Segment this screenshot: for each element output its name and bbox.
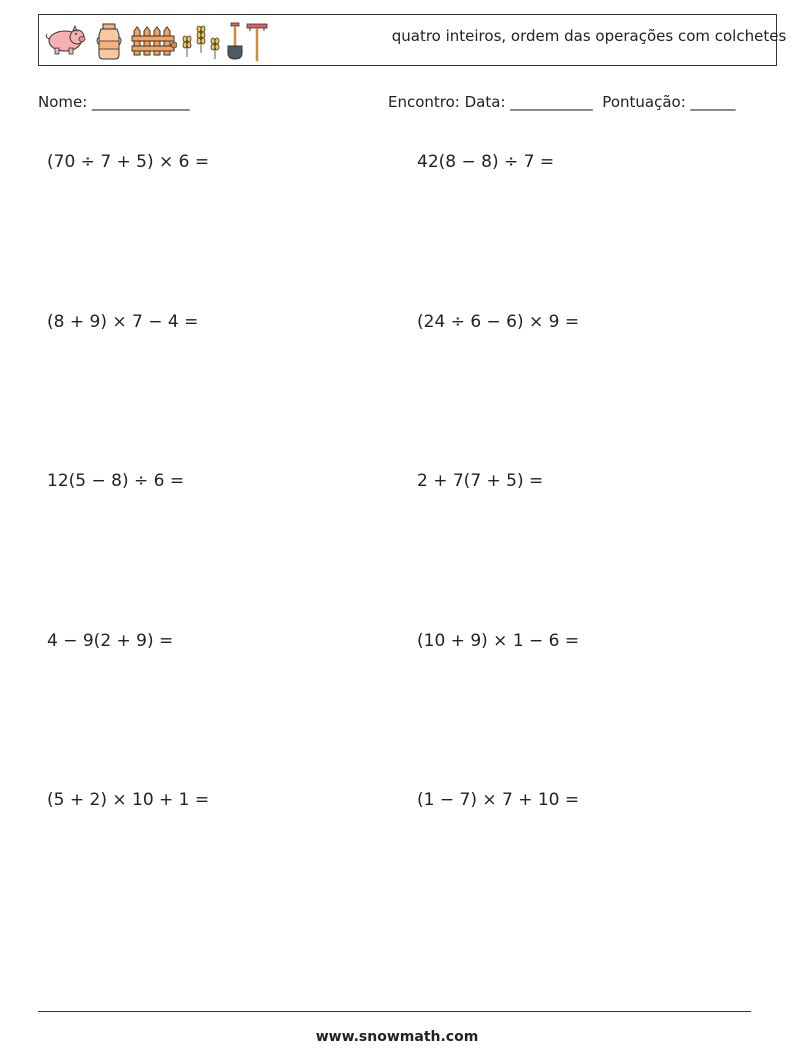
problem-7: 4 − 9(2 + 9) = (47, 631, 174, 651)
milk-jug-icon (93, 21, 125, 61)
fence-icon (131, 21, 177, 59)
problem-2: 42(8 − 8) ÷ 7 = (417, 152, 555, 172)
problem-5: 12(5 − 8) ÷ 6 = (47, 471, 185, 491)
problem-6: 2 + 7(7 + 5) = (417, 471, 544, 491)
problem-10: (1 − 7) × 7 + 10 = (417, 790, 580, 810)
problem-8: (10 + 9) × 1 − 6 = (417, 631, 580, 651)
shovel-icon (223, 21, 245, 61)
rake-icon (245, 21, 269, 63)
problem-3: (8 + 9) × 7 − 4 = (47, 312, 199, 332)
problem-1: (70 ÷ 7 + 5) × 6 = (47, 152, 210, 172)
problem-9: (5 + 2) × 10 + 1 = (47, 790, 210, 810)
footer-url[interactable]: www.snowmath.com (315, 1029, 479, 1045)
date-score-field: Encontro: Data: ___________ Pontuação: ______ (388, 93, 736, 111)
footer-divider (38, 1011, 751, 1012)
wheat-icon (179, 21, 223, 61)
worksheet-title: quatro inteiros, ordem das operações com colchetes (391, 27, 787, 45)
problem-4: (24 ÷ 6 − 6) × 9 = (417, 312, 580, 332)
worksheet-header (38, 14, 787, 66)
name-field: Nome: _____________ (38, 93, 190, 111)
pig-icon (43, 21, 89, 59)
